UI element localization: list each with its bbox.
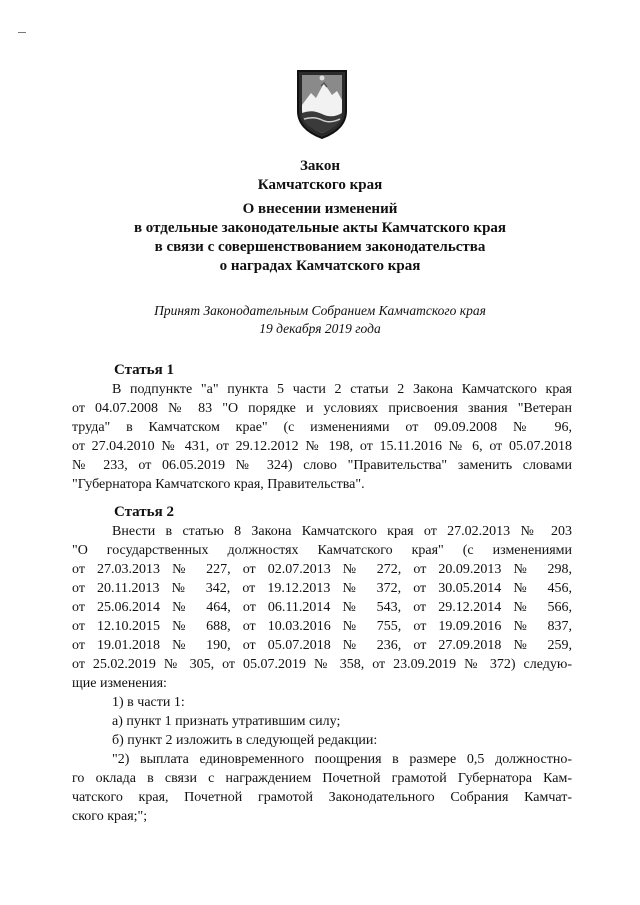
text-line: щие изменения: xyxy=(72,676,167,691)
adoption-note xyxy=(0,302,640,338)
text-line: труда" в Камчатском крае" (с изменениями от 09.09.2008 № 96, xyxy=(72,420,572,435)
text-line: ского края;"; xyxy=(72,809,148,824)
text-line: "Губернатора Камчатского края, Правительства". xyxy=(72,477,365,492)
text-line: "О государственных должностях Камчатского края" (с изменениями xyxy=(72,543,572,558)
law-subject-line: о наградах Камчатского края xyxy=(219,258,421,274)
law-title xyxy=(0,157,640,195)
text-line: от 12.10.2015 № 688, от 10.03.2016 № 755, от 19.09.2016 № 837, xyxy=(72,619,572,634)
scan-mark xyxy=(18,32,26,33)
text-line: от 27.04.2010 № 431, от 29.12.2012 № 198, от 15.11.2016 № 6, от 05.07.2018 xyxy=(72,439,572,454)
text-line: от 19.01.2018 № 190, от 05.07.2018 № 236, от 27.09.2018 № 259, xyxy=(72,638,572,653)
law-region: Камчатского края xyxy=(257,177,383,193)
kamchatka-coat-of-arms-icon xyxy=(294,67,350,141)
law-subject-line: в отдельные законодательные акты Камчатского края xyxy=(133,220,507,236)
adoption-date: 19 декабря 2019 года xyxy=(259,321,381,336)
text-line: а) пункт 1 признать утратившим силу; xyxy=(112,714,341,729)
text-line: от 04.07.2008 № 83 "О порядке и условиях присвоения звания "Ветеран xyxy=(72,401,572,416)
law-subject-line: в связи с совершенствованием законодательства xyxy=(154,239,486,255)
article-2-body xyxy=(72,522,572,826)
text-line: "2) выплата единовременного поощрения в размере 0,5 должностно- xyxy=(112,752,572,767)
article-2-heading: Статья 2 xyxy=(114,504,174,520)
text-line: В подпункте "а" пункта 5 части 2 статьи 2 Закона Камчатского края xyxy=(112,382,572,397)
article-1-heading: Статья 1 xyxy=(114,362,174,378)
text-line: от 25.06.2014 № 464, от 06.11.2014 № 543, от 29.12.2014 № 566, xyxy=(72,600,572,615)
text-line: Внести в статью 8 Закона Камчатского края от 27.02.2013 № 203 xyxy=(112,524,572,539)
text-line: № 233, от 06.05.2019 № 324) слово "Правительства" заменить словами xyxy=(72,458,572,473)
article-1-body xyxy=(72,380,572,494)
text-line: от 27.03.2013 № 227, от 02.07.2013 № 272, от 20.09.2013 № 298, xyxy=(72,562,572,577)
law-subject-line: О внесении изменений xyxy=(242,201,398,217)
text-line: го оклада в связи с награждением Почетной грамотой Губернатора Кам- xyxy=(72,771,572,786)
law-subject xyxy=(0,200,640,276)
text-line: от 25.02.2019 № 305, от 05.07.2019 № 358, от 23.09.2019 № 372) следую- xyxy=(72,657,572,672)
adopted-by: Принят Законодательным Собранием Камчатского края xyxy=(154,303,486,318)
text-line: б) пункт 2 изложить в следующей редакции: xyxy=(112,733,378,748)
text-line: от 20.11.2013 № 342, от 19.12.2013 № 372, от 30.05.2014 № 456, xyxy=(72,581,572,596)
law-doc-type: Закон xyxy=(299,158,340,174)
text-line: чатского края, Почетной грамотой Законодательного Собрания Камчат- xyxy=(72,790,572,805)
text-line: 1) в части 1: xyxy=(112,695,185,710)
